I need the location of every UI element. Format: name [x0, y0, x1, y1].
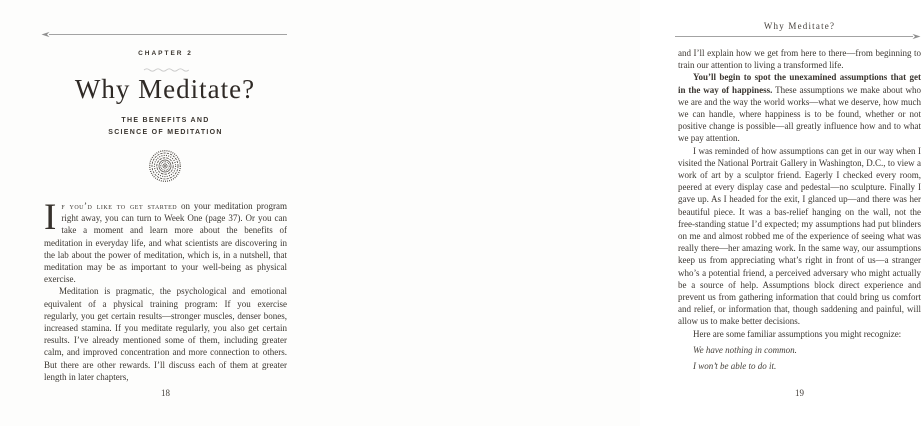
top-rule-left [40, 31, 288, 38]
left-page [0, 0, 320, 426]
drop-cap: I [44, 197, 57, 238]
italic-assumption: I won’t be able to do it. [693, 361, 777, 372]
chapter-subtitle-line1: THE BENEFITS AND [121, 117, 210, 124]
paragraph-text: These assumptions we make about who we are and the way the world works—what we deserve, how much we can handle, where happiness is to be found, whether or not positive change is possible—all greatly influence how and to what we pay attention. [678, 84, 921, 144]
paragraph-text: on your meditation program right away, you can turn to Week One (page 37). Or you can take a moment and learn more about the benefits of meditation in everyday life, and what scientists are discovering in the lab about the power of meditation, which is, in a nutshell, that meditation may be as important to your well-being as physical exercise. [44, 201, 287, 285]
paragraph: Meditation is pragmatic, the psychological and emotional equivalent of a physical training program: If you exercise regularly, you get certain results—stronger muscles, denser bones, increased stamina. If you meditate regularly, you also get certain results. I’ve already mentioned some of them, including greater calm, and improved concentration and more connection to others. But there are other rewards. I’ll discuss each of them at greater length in later chapters, [44, 286, 287, 382]
paragraph [44, 197, 287, 285]
paragraph: Here are some familiar assumptions you might recognize: [693, 328, 902, 339]
mandala-ornament-icon [148, 149, 182, 188]
arrow-left-icon [40, 31, 288, 38]
paragraph: I was reminded of how assumptions can get in our way when I visited the National Portrait Gallery in Washington, D.C., to view a work of art by a sculptor friend. Eagerly I checked every room, peered at every display case and pedestal—no sculpture. Finally I gave up. As I headed for the exit, I glanced up—and there was her beautiful piece. It was a bas-relief hanging on the wall, not the free-standing statue I’d expected; my assumptions had put blinders on me and almost robbed me of the experience of seeing what was really there—her amazing work. In the same way, our assumptions keep us from appreciating what’s right in front of us—a stranger who’s a potential friend, a perceived adversary who might actually be a source of help. Assumptions block direct experience and prevent us from gathering information that could bring us comfort and relief, or information that, though saddening and painful, will allow us to make better decisions. [678, 145, 921, 327]
paragraph: and I’ll explain how we get from here to there—from beginning to train our attention to living a transformed life. [678, 48, 921, 71]
arrow-right-icon [674, 33, 922, 40]
chapter-title: Why Meditate? [74, 74, 256, 104]
chapter-subtitle [44, 115, 287, 138]
left-page-body [44, 197, 287, 383]
italic-assumption: We have nothing in common. [693, 344, 797, 355]
running-head: Why Meditate? [763, 21, 836, 31]
small-caps-leadin: f you’d like to get started [61, 201, 178, 211]
bold-sentence: You’ll begin to spot the unexamined assumptions that get in the way of happiness. [678, 72, 921, 95]
top-rule-right [674, 33, 922, 40]
right-page [320, 0, 921, 426]
page-number-left: 18 [161, 388, 170, 398]
chapter-subtitle-line2: SCIENCE OF MEDITATION [108, 128, 223, 136]
page-number-right: 19 [795, 388, 804, 398]
right-page-body [678, 47, 921, 372]
paragraph [678, 71, 921, 144]
chapter-label: CHAPTER 2 [138, 50, 193, 57]
